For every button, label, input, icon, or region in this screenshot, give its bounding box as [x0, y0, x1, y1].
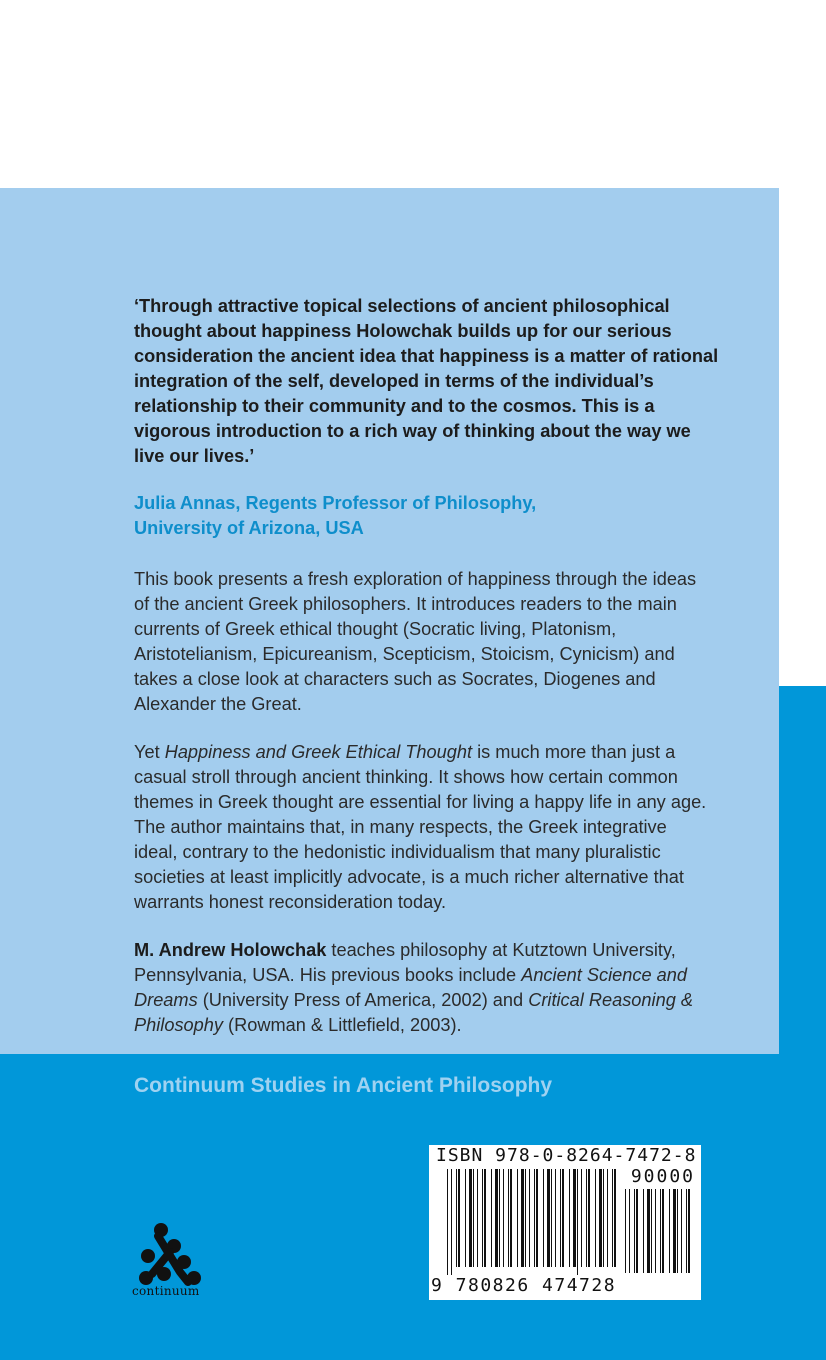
barcode-bar	[595, 1169, 596, 1267]
barcode-bar	[662, 1189, 664, 1273]
top-margin	[0, 0, 826, 188]
p2-rest: is much more than just a casual stroll through ancient thinking. It shows how certain common themes in Greek thought are essential for living a happy life in any age. The author maintains that, in many respects, the Greek integrative ideal, contrary to the hedonistic individualism that many pluralistic societies at least implicitly advocate, is a much richer alternative that warrants honest reconsideration today.	[134, 742, 707, 912]
barcode-bar	[607, 1169, 608, 1267]
author-bio	[134, 938, 714, 1038]
barcode-bar	[599, 1169, 602, 1267]
barcode-bar	[560, 1169, 561, 1267]
barcode-bar	[581, 1169, 582, 1267]
attribution-line-1: Julia Annas, Regents Professor of Philosophy,	[134, 493, 537, 513]
addon-barcode-bars	[625, 1189, 693, 1277]
bio-text-c: (Rowman & Littlefield, 2003).	[222, 1015, 462, 1035]
barcode-bar	[495, 1169, 498, 1267]
barcode-bar	[458, 1169, 460, 1267]
barcode-bar	[669, 1189, 670, 1273]
barcode-bar	[508, 1169, 509, 1267]
barcode-bar	[569, 1169, 570, 1267]
barcode-bar	[688, 1189, 690, 1273]
barcode-bar	[603, 1169, 604, 1267]
barcode-bar	[451, 1169, 452, 1275]
barcode-bar	[503, 1169, 504, 1267]
barcode-bar	[534, 1169, 535, 1267]
spine-strip	[779, 686, 826, 1054]
barcode-bar	[634, 1189, 635, 1273]
barcode-bar	[636, 1189, 638, 1273]
barcode-bar	[562, 1169, 564, 1267]
barcode-bar	[484, 1169, 486, 1267]
barcode-bar	[543, 1169, 544, 1267]
barcode-bar	[469, 1169, 472, 1267]
barcode-bar	[473, 1169, 474, 1267]
description-paragraph-2	[134, 740, 714, 915]
barcode-bar	[660, 1189, 661, 1273]
bio-text-b: (University Press of America, 2002) and	[197, 990, 529, 1010]
barcode-bar	[651, 1189, 652, 1273]
barcode-bar	[551, 1169, 552, 1267]
price-code: 90000	[630, 1166, 695, 1187]
barcode-bar	[681, 1189, 682, 1273]
barcode-bar	[588, 1169, 590, 1267]
barcode-bar	[647, 1189, 650, 1273]
barcode-bar	[586, 1169, 587, 1267]
barcode-bar	[677, 1189, 678, 1273]
barcode-bar	[482, 1169, 483, 1267]
barcode-bar	[525, 1169, 526, 1267]
barcode-bar	[547, 1169, 550, 1267]
barcode-bar	[499, 1169, 500, 1267]
endorsement-quote: ‘Through attractive topical selections of ancient philosophical thought about happiness Holowchak builds up for our serious consideration the ancient idea that happiness is a matter of rational integration of the self, developed in terms of the individual’s relationship to their community and to the cosmos. This is a vigorous introduction to a rich way of thinking about the way we live our lives.’	[134, 296, 719, 466]
author-name: M. Andrew Holowchak	[134, 940, 327, 960]
endorsement-attribution	[134, 491, 734, 541]
barcode-bar	[673, 1189, 676, 1273]
barcode-bar	[655, 1189, 656, 1273]
previous-book-1: Ancient Science and Dreams	[134, 965, 688, 1010]
barcode-bar	[577, 1169, 578, 1275]
ean-barcode-bars	[447, 1169, 619, 1277]
publisher-name: continuum	[132, 1284, 200, 1298]
series-title: Continuum Studies in Ancient Philosophy	[134, 1074, 553, 1097]
barcode-bar	[491, 1169, 492, 1267]
barcode-bar	[614, 1169, 616, 1267]
isbn-number: ISBN 978-0-8264-7472-8	[436, 1145, 697, 1166]
barcode-bar	[456, 1169, 457, 1267]
book-title: Happiness and Greek Ethical Thought	[164, 742, 473, 762]
barcode-bar	[625, 1189, 626, 1273]
barcode-bar	[477, 1169, 478, 1267]
isbn-barcode	[429, 1145, 701, 1300]
barcode-bar	[555, 1169, 556, 1267]
barcode-bar	[510, 1169, 512, 1267]
barcode-bar	[629, 1189, 630, 1273]
barcode-bar	[686, 1189, 687, 1273]
barcode-bar	[465, 1169, 466, 1267]
previous-book-2: Critical Reasoning & Philosophy	[134, 990, 693, 1035]
description-paragraph-1: This book presents a fresh exploration of happiness through the ideas of the ancient Greek philosophers. It introduces readers to the main currents of Greek ethical thought (Socratic living, Platonism, Aristotelianism, Epicureanism, Scepticism, Stoicism, Cynicism) and takes a close look at characters such as Socrates, Diogenes and Alexander the Great.	[134, 569, 697, 714]
barcode-bar	[517, 1169, 518, 1267]
barcode-bar	[529, 1169, 530, 1267]
barcode-bar	[447, 1169, 448, 1275]
barcode-bar	[536, 1169, 538, 1267]
bio-text-a: teaches philosophy at Kutztown University, Pennsylvania, USA. His previous books include	[134, 940, 676, 985]
barcode-bar	[573, 1169, 576, 1267]
barcode-bar	[521, 1169, 524, 1267]
attribution-line-2: University of Arizona, USA	[134, 518, 364, 538]
barcode-bar	[612, 1169, 613, 1267]
barcode-bar	[643, 1189, 644, 1273]
p2-lead: Yet	[134, 742, 165, 762]
ean-digits: 9 780826 474728	[431, 1275, 617, 1296]
